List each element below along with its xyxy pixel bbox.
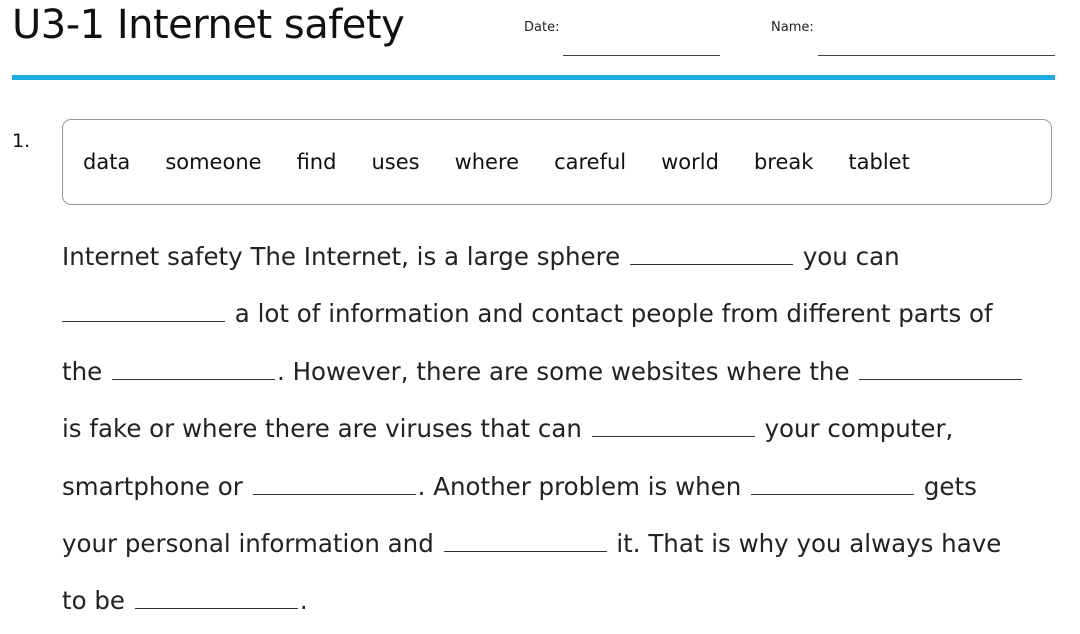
passage-line [62, 347, 1072, 404]
passage-text: . Another problem is when [417, 471, 742, 501]
passage-text: it. That is why you always have [616, 528, 1002, 558]
passage-line [62, 404, 1072, 461]
passage-line [62, 232, 1072, 289]
passage [62, 232, 1072, 634]
header-divider [12, 75, 1055, 80]
answer-blank[interactable] [630, 238, 793, 265]
passage-line [62, 576, 1072, 633]
word-bank-item: tablet [848, 150, 910, 174]
passage-text: your computer, [764, 414, 954, 444]
passage-text: is fake or where there are viruses that can [62, 414, 582, 444]
name-label: Name: [771, 20, 814, 35]
passage-text: you can [802, 242, 900, 271]
passage-text: gets [923, 471, 977, 501]
word-bank-item: break [753, 150, 814, 174]
page-title: U3-1 Internet safety [12, 2, 405, 48]
passage-line [62, 289, 1072, 346]
passage-text: the [62, 356, 103, 386]
answer-blank[interactable] [751, 468, 914, 495]
passage-text: . [299, 586, 308, 616]
answer-blank[interactable] [859, 353, 1022, 380]
word-bank [62, 119, 1052, 205]
date-field-line[interactable] [563, 55, 720, 56]
word-bank-item: uses [371, 150, 420, 174]
question-number: 1. [12, 130, 31, 152]
word-bank-item: data [83, 150, 131, 174]
answer-blank[interactable] [592, 410, 755, 437]
passage-text: a lot of information and contact people from different parts of [234, 299, 993, 329]
passage-text: to be [62, 586, 126, 616]
passage-text: smartphone or [62, 471, 243, 501]
answer-blank[interactable] [112, 353, 275, 380]
answer-blank[interactable] [135, 582, 298, 609]
answer-blank[interactable] [444, 525, 607, 552]
passage-line [62, 462, 1072, 519]
word-bank-item: someone [165, 150, 262, 174]
word-bank-item: find [296, 150, 337, 174]
passage-text: your personal information and [62, 528, 434, 558]
word-bank-item: where [454, 150, 520, 174]
passage-line [62, 519, 1072, 576]
passage-text: . However, there are some websites where the [277, 356, 850, 386]
word-bank-item: world [661, 150, 719, 174]
answer-blank[interactable] [62, 295, 225, 322]
passage-text: Internet safety The Internet, is a large sphere [62, 242, 621, 271]
name-field-line[interactable] [818, 55, 1055, 56]
word-bank-item: careful [554, 150, 627, 174]
answer-blank[interactable] [253, 468, 416, 495]
date-label: Date: [524, 20, 560, 35]
